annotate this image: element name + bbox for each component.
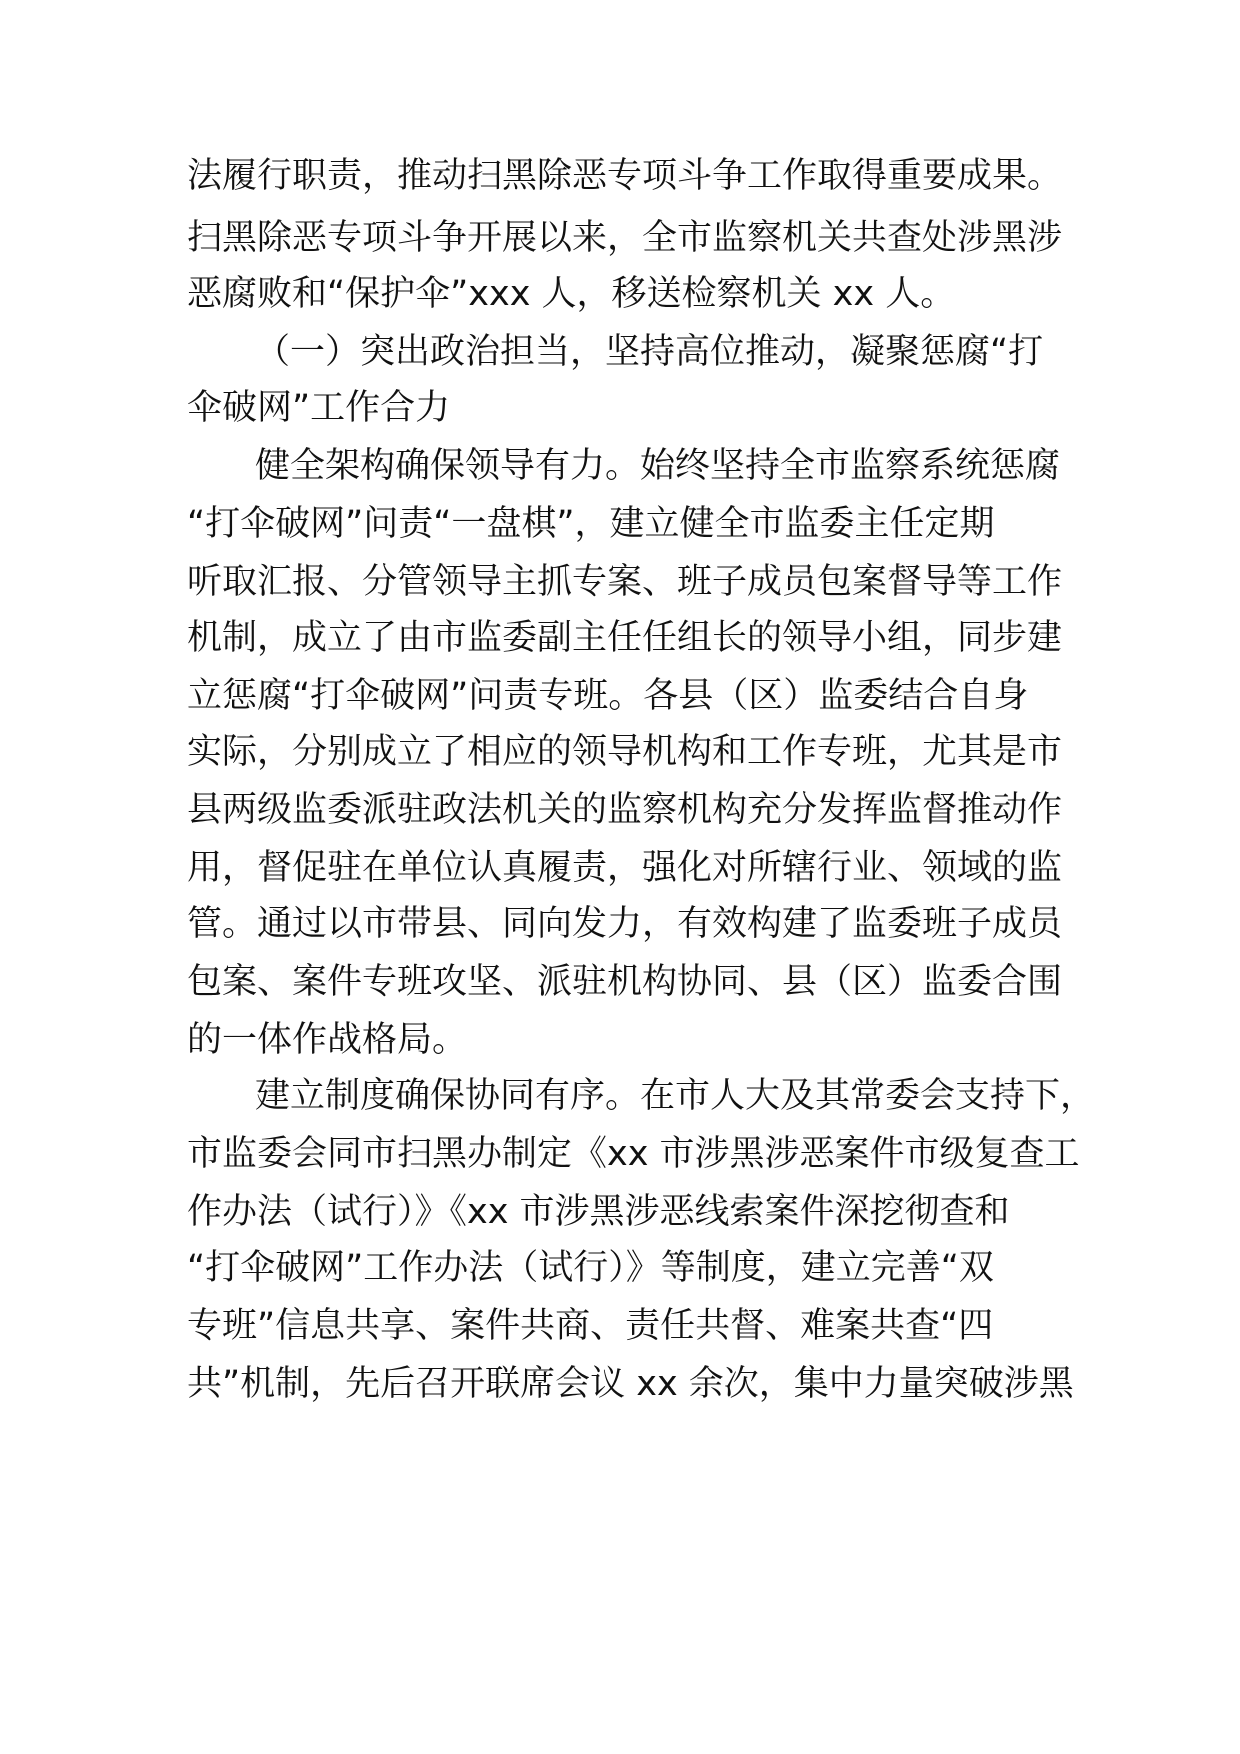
paragraph-line: 作办法（试行）》《xx 市涉黑涉恶线索案件深挖彻查和 — [187, 1192, 1010, 1232]
paragraph-line: 立惩腐“打伞破网”问责专班。各县（区）监委结合自身 — [187, 676, 1029, 716]
paragraph-line: 县两级监委派驻政法机关的监察机构充分发挥监督推动作 — [187, 790, 1063, 830]
paragraph-line: “打伞破网”问责“一盘棋”，建立健全市监委主任定期 — [187, 504, 995, 544]
paragraph-line: 法履行职责，推动扫黑除恶专项斗争工作取得重要成果。 — [187, 156, 1063, 196]
paragraph-line: 市监委会同市扫黑办制定《xx 市涉黑涉恶案件市级复查工 — [187, 1134, 1080, 1174]
paragraph-line: 建立制度确保协同有序。在市人大及其常委会支持下， — [255, 1076, 1096, 1116]
paragraph-line: 实际，分别成立了相应的领导机构和工作专班，尤其是市 — [187, 732, 1063, 772]
paragraph-line: 管。通过以市带县、同向发力，有效构建了监委班子成员 — [187, 904, 1063, 944]
paragraph-line: 共”机制，先后召开联席会议 xx 余次，集中力量突破涉黑 — [187, 1364, 1074, 1404]
paragraph-line: 扫黑除恶专项斗争开展以来，全市监察机关共查处涉黑涉 — [187, 218, 1063, 258]
paragraph-line: 听取汇报、分管领导主抓专案、班子成员包案督导等工作 — [187, 562, 1063, 602]
paragraph-line: 机制，成立了由市监委副主任任组长的领导小组，同步建 — [187, 618, 1063, 658]
paragraph-line: 恶腐败和“保护伞”xxx 人，移送检察机关 xx 人。 — [187, 274, 956, 314]
paragraph-line: 用，督促驻在单位认真履责，强化对所辖行业、领域的监 — [187, 848, 1063, 888]
paragraph-line: “打伞破网”工作办法（试行）》等制度，建立完善“双 — [187, 1248, 994, 1288]
paragraph-line: 的一体作战格局。 — [187, 1020, 468, 1060]
paragraph-line: 包案、案件专班攻坚、派驻机构协同、县（区）监委合围 — [187, 962, 1063, 1002]
paragraph-line: 专班”信息共享、案件共商、责任共督、难案共查“四 — [187, 1306, 994, 1346]
section-heading-line: （一）突出政治担当，坚持高位推动，凝聚惩腐“打 — [255, 332, 1044, 372]
section-heading-line: 伞破网”工作合力 — [187, 388, 451, 428]
paragraph-line: 健全架构确保领导有力。始终坚持全市监察系统惩腐 — [255, 446, 1061, 486]
